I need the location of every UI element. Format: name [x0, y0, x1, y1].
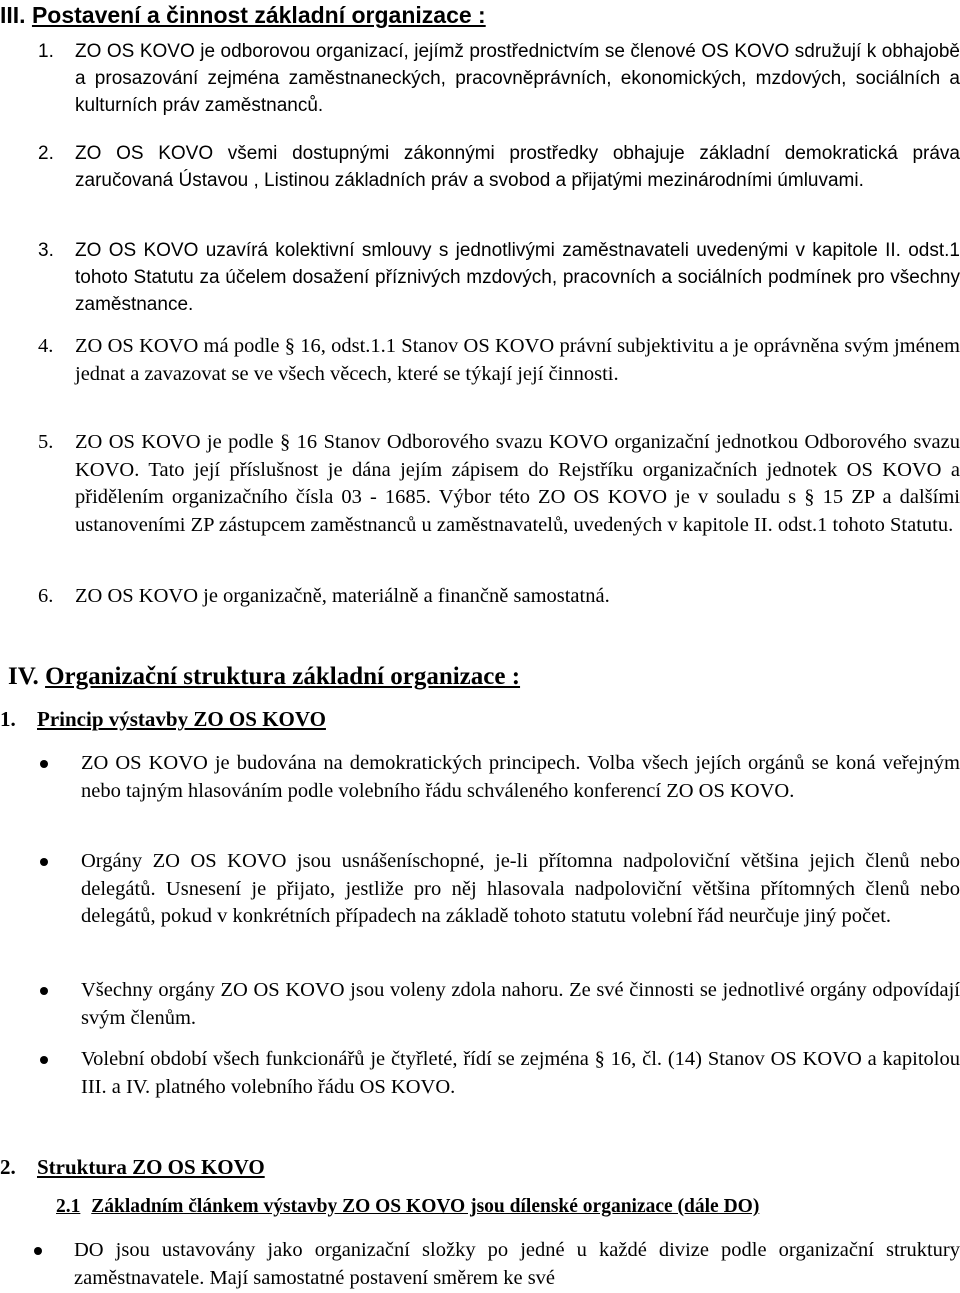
section-3-item-3	[38, 237, 960, 318]
bullet-item	[40, 750, 960, 805]
subsection-2-1-title: Základním článkem výstavby ZO OS KOVO jsou dílenské organizace (dále DO)	[91, 1196, 760, 1217]
section-3-title: Postavení a činnost základní organizace :	[31, 2, 486, 28]
section-4-roman: IV.	[8, 663, 39, 690]
bullet-text: Volební období všech funkcionářů je čtyřleté, řídí se zejména § 16, čl. (14) Stanov OS KOVO a kapitolou III. a IV. platného volebního řádu OS KOVO.	[81, 1048, 960, 1098]
subsection-2-1-number: 2.1	[56, 1196, 81, 1217]
bullet-item	[40, 848, 960, 931]
subsection-2-heading	[0, 1155, 265, 1180]
bullet-icon	[40, 760, 48, 768]
item-text: ZO OS KOVO všemi dostupnými zákonnými prostředky obhajuje základní demokratická práva zaručovaná Ústavou , Listinou základních práv a svobod a přijatými mezinárodními úmluvami.	[75, 143, 960, 191]
bullet-item	[40, 977, 960, 1032]
item-number: 4.	[38, 335, 54, 357]
section-4-title: Organizační struktura základní organizace :	[45, 663, 521, 690]
section-3-item-4	[38, 333, 960, 388]
section-3-item-1	[38, 38, 960, 119]
section-3-item-5	[38, 429, 960, 539]
item-number: 3.	[38, 240, 54, 261]
subsection-1-number: 1.	[0, 707, 16, 731]
item-number: 1.	[38, 41, 54, 62]
bullet-text: ZO OS KOVO je budována na demokratických principech. Volba všech jejích orgánů se koná veřejným nebo tajným hlasováním podle volebního řádu schváleného konferencí ZO OS KOVO.	[81, 752, 960, 802]
item-text: ZO OS KOVO je podle § 16 Stanov Odborového svazu KOVO organizační jednotkou Odborového svazu KOVO. Tato její příslušnost je dána jejím zápisem do Rejstříku organizačních jednotek OS KOVO a přidělením organizačního čísla 03 - 1685. Výbor této ZO OS KOVO je v souladu s § 15 ZP a dalšími ustanoveními ZP zástupcem zaměstnanců u zaměstnavatelů, uvedených v kapitole II. odst.1 tohoto Statutu.	[75, 431, 960, 536]
bullet-icon	[40, 1056, 48, 1064]
section-3-roman: III.	[0, 2, 26, 28]
subsection-2-number: 2.	[0, 1155, 16, 1179]
section-4-heading	[8, 663, 520, 691]
bullet-text: Všechny orgány ZO OS KOVO jsou voleny zdola nahoru. Ze své činnosti se jednotlivé orgány odpovídají svým členům.	[81, 979, 960, 1029]
bullet-text: DO jsou ustavovány jako organizační složky po jedné u každé divize podle organizační struktury zaměstnavatele. Mají samostatné postavení směrem ke své	[74, 1239, 960, 1289]
subsection-2-title: Struktura ZO OS KOVO	[37, 1155, 265, 1179]
bullet-item	[40, 1046, 960, 1101]
item-text: ZO OS KOVO má podle § 16, odst.1.1 Stanov OS KOVO právní subjektivitu a je oprávněna svým jménem jednat a zavazovat se ve všech věcech, které se týkají její činnosti.	[75, 335, 960, 385]
bullet-text: Orgány ZO OS KOVO jsou usnášeníschopné, je-li přítomna nadpoloviční většina jejich členů nebo delegátů. Usnesení je přijato, jestliže pro něj hlasovala nadpoloviční většina přítomných členů nebo delegátů, pokud v konkrétních případech na základě tohoto statutu volební řád neurčuje jiný počet.	[81, 850, 960, 927]
subsection-2-1-heading	[56, 1196, 759, 1218]
section-3-heading	[0, 2, 486, 29]
bullet-icon	[40, 858, 48, 866]
item-text: ZO OS KOVO uzavírá kolektivní smlouvy s jednotlivými zaměstnavateli uvedenými v kapitole II. odst.1 tohoto Statutu za účelem dosažení příznivých mzdových, pracovních a sociálních podmínek pro všechny zaměstnance.	[75, 240, 960, 315]
item-number: 6.	[38, 585, 54, 607]
subsection-1-heading	[0, 707, 326, 732]
item-number: 2.	[38, 143, 54, 164]
bullet-icon	[40, 987, 48, 995]
section-3-item-6	[38, 583, 960, 611]
bullet-item	[34, 1237, 960, 1292]
item-text: ZO OS KOVO je organizačně, materiálně a finančně samostatná.	[75, 585, 610, 607]
item-number: 5.	[38, 431, 54, 453]
subsection-1-title: Princip výstavby ZO OS KOVO	[37, 707, 326, 731]
section-3-item-2	[38, 140, 960, 194]
item-text: ZO OS KOVO je odborovou organizací, jejímž prostřednictvím se členové OS KOVO sdružují k obhajobě a prosazování zejména zaměstnaneckých, pracovněprávních, ekonomických, mzdových, sociálních a kulturních práv zaměstnanců.	[75, 41, 960, 116]
bullet-icon	[34, 1247, 42, 1255]
